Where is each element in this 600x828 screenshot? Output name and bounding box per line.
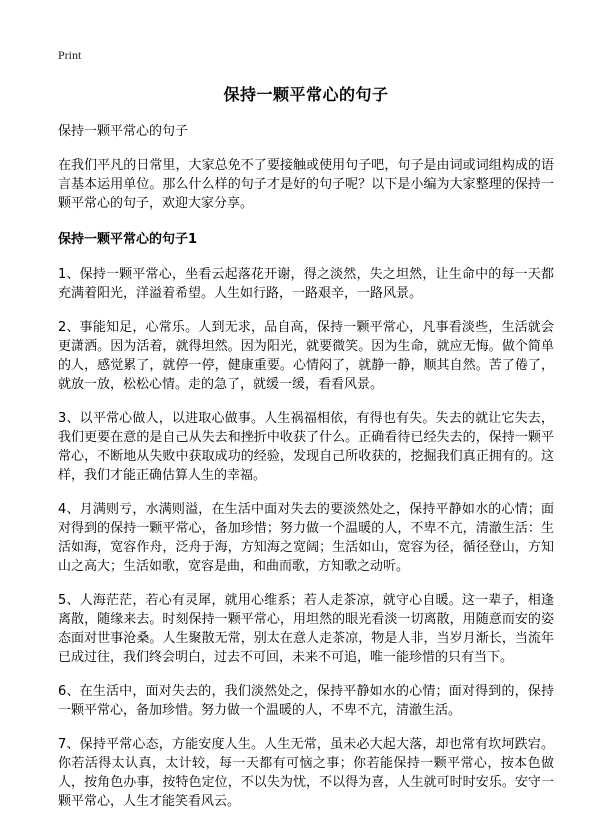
paragraph-3: 3、以平常心做人，以进取心做事。人生祸福相依，有得也有失。失去的就让它失去，我们更要在意的是自己从失去和挫折中收获了什么。正确看待已经失去的，保持一颗平常心，不断地从失败中获取成功的经验，发现自己所收获的，挖掘我们真正拥有的。这样，我们才能正确估算人生的幸福。 [58,411,554,483]
intro-paragraph: 在我们平凡的日常里，大家总免不了要接触或使用句子吧，句子是由词或词组构成的语言基本运用单位。那么什么样的句子才是好的句子呢？以下是小编为大家整理的保持一颗平常心的句子，欢迎大家分享。 [58,158,554,211]
page-title: 保持一颗平常心的句子 [223,85,389,104]
paragraph-2: 2、事能知足，心常乐。人到无求，品自高，保持一颗平常心，凡事看淡些，生活就会更潇洒。因为活着，就得坦然。因为阳光，就要微笑。因为生命，就应无悔。做个简单的人，感觉累了，就停一停，健康重要。心情闷了，就静一静，顺其自然。苦了倦了，就放一放，松松心情。走的急了，就缓一缓，看看风景。 [58,320,554,392]
paragraph-6: 6、在生活中，面对失去的，我们淡然处之，保持平静如水的心情；面对得到的，保持一颗平常心，备加珍惜。努力做一个温暖的人，不卑不亢，清澈生活。 [58,684,554,718]
article-subtitle: 保持一颗平常心的句子 [58,124,189,139]
paragraph-1: 1、保持一颗平常心，坐看云起落花开谢，得之淡然，失之坦然，让生命中的每一天都充满着阳光，洋溢着希望。人生如行路，一路艰辛，一路风景。 [58,267,554,301]
paragraph-4: 4、月满则亏，水满则溢，在生活中面对失去的要淡然处之，保持平静如水的心情；面对得到的保持一颗平常心，备加珍惜；努力做一个温暖的人，不卑不亢，清澈生活：生活如海，宽容作舟，泛舟于海，方知海之宽阔；生活如山，宽容为径，循径登山，方知山之高大；生活如歌，宽容是曲，和曲而歌，方知歌之动听。 [58,502,554,574]
paragraph-list [58,265,554,811]
paragraph-5: 5、人海茫茫，若心有灵犀，就用心维系；若人走茶凉，就守心自暖。这一辈子，相逢离散，随缘来去。时刻保持一颗平常心，用坦然的眼光看淡一切离散，用随意而安的姿态面对世事沧桑。人生聚散无常，别太在意人走茶凉，物是人非，当岁月渐长，当流年已成过往，我们终会明白，过去不可回，未来不可追，唯一能珍惜的只有当下。 [58,593,554,665]
print-link[interactable]: Print [58,48,82,62]
section-heading: 保持一颗平常心的句子1 [58,232,198,247]
paragraph-7: 7、保持平常心态，方能安度人生。人生无常，虽未必大起大落，却也常有坎坷跌宕。你若活得太认真，太计较，每一天都有可恼之事；你若能保持一颗平常心，按本色做人，按角色办事，按特色定位，不以失为忧，不以得为喜，人生就可时时安乐。安守一颗平常心，人生才能笑看风云。 [58,737,554,809]
